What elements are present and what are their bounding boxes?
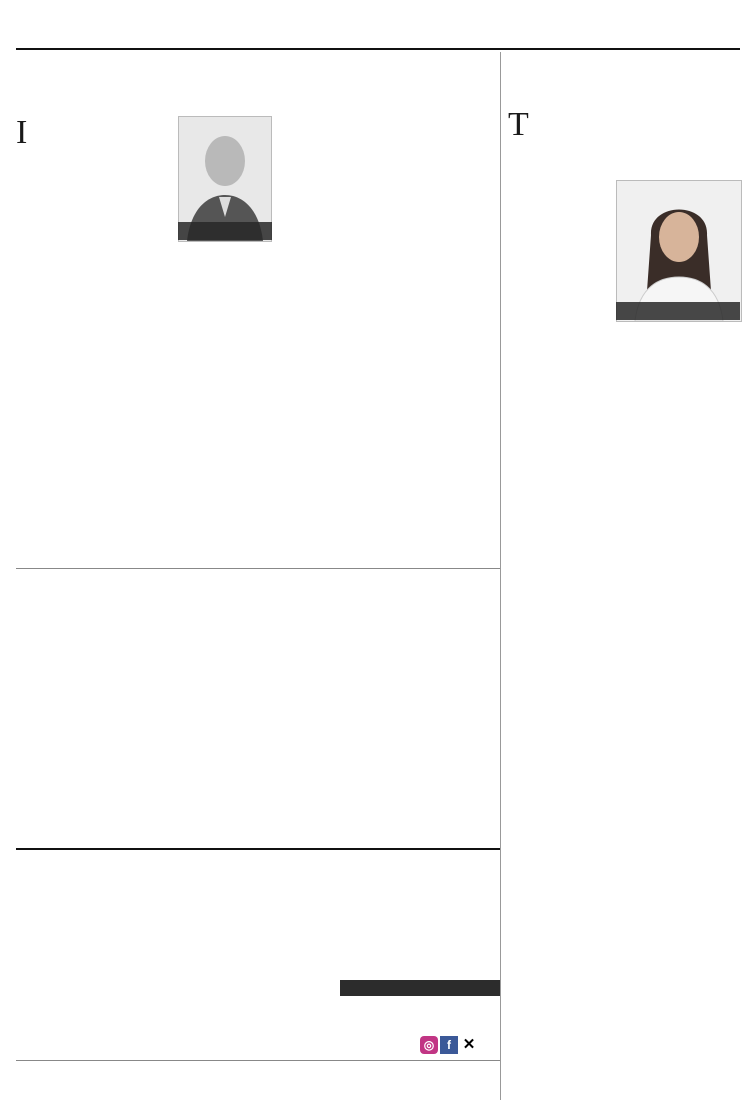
x-icon[interactable]: ✕ xyxy=(460,1036,478,1054)
article-column-2-top xyxy=(274,118,332,238)
footer-rule xyxy=(16,1060,500,1061)
letter-2-column-1 xyxy=(204,756,348,846)
column-intro xyxy=(508,110,740,182)
column-intro-side xyxy=(508,182,612,318)
letter-1-column-2 xyxy=(204,604,348,710)
article-column-3 xyxy=(342,118,496,558)
dropcap: I xyxy=(16,118,28,151)
column-separator xyxy=(500,52,501,1100)
daily-journal-logo xyxy=(28,854,308,890)
website-url[interactable] xyxy=(340,980,500,996)
instagram-icon[interactable]: ◎ xyxy=(420,1036,438,1054)
masthead-rule xyxy=(16,48,740,50)
facebook-icon[interactable]: f xyxy=(440,1036,458,1054)
photo-caption-walters xyxy=(178,222,272,240)
article-column-2 xyxy=(178,244,334,558)
staff-list-middle xyxy=(186,904,336,910)
social-icons xyxy=(420,1036,500,1056)
article-column-1 xyxy=(16,118,174,558)
author-photo-tsai xyxy=(616,180,742,322)
letter-2-column-2 xyxy=(342,604,498,808)
portrait-illustration xyxy=(617,181,741,321)
dropcap: T xyxy=(508,110,529,143)
letters-rule xyxy=(16,568,500,569)
letter-1-column-1 xyxy=(16,604,196,844)
column-body xyxy=(508,318,740,1106)
